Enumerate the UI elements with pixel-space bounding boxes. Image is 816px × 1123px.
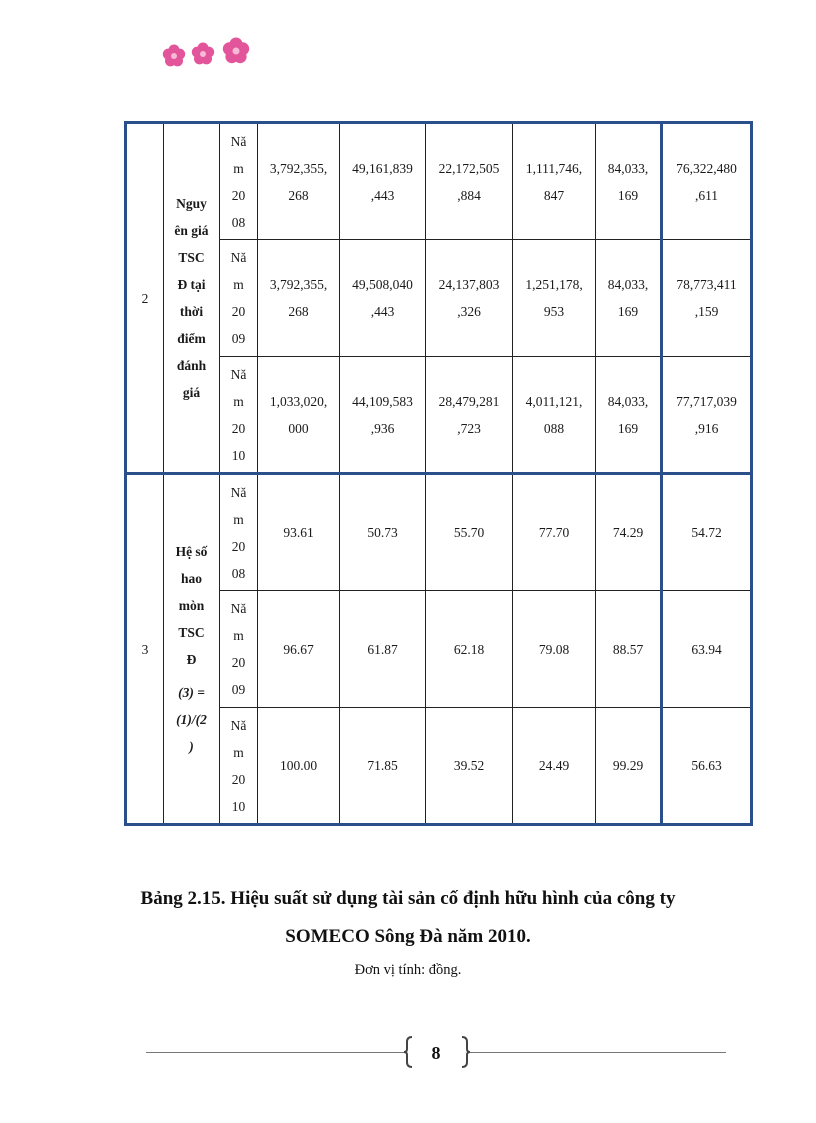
year-line: m <box>233 393 244 409</box>
year-line: 09 <box>231 331 246 346</box>
indicator-name-cell <box>164 474 220 825</box>
value-line: 49,508,040 <box>352 277 413 292</box>
value-cell <box>340 240 426 357</box>
year-line: m <box>233 744 244 760</box>
value-line: 78,773,411 <box>676 277 737 292</box>
year-line: 20 <box>231 304 246 319</box>
value-line: ,443 <box>370 304 395 319</box>
value-line: ,326 <box>457 304 481 319</box>
total-value-cell <box>662 708 752 825</box>
value-cell <box>513 123 596 240</box>
value-line: 50.73 <box>367 525 398 540</box>
unit-note: Đơn vị tính: đồng. <box>354 962 462 978</box>
value-cell <box>596 708 662 825</box>
value-line: 88.57 <box>612 641 644 657</box>
caption-line-2: SOMECO Sông Đà năm 2010. <box>285 926 531 947</box>
value-line: 169 <box>617 420 639 436</box>
indicator-name-line: ên giá <box>174 223 209 238</box>
indicator-name-line: Nguy <box>176 196 207 211</box>
indicator-name-line: TSC <box>178 625 205 640</box>
table-row <box>126 123 752 240</box>
value-line: 268 <box>288 304 309 319</box>
total-value-cell <box>662 474 752 591</box>
value-cell <box>513 240 596 357</box>
year-line: 20 <box>231 655 246 670</box>
year-line: Nă <box>230 717 247 733</box>
value-cell <box>258 474 340 591</box>
year-line: 08 <box>231 214 246 230</box>
value-cell <box>258 708 340 825</box>
page-number: 8 <box>431 1043 441 1063</box>
year-line: Nă <box>230 366 247 382</box>
value-line: 74.29 <box>612 525 644 540</box>
value-cell <box>596 357 662 474</box>
value-line: ,611 <box>694 187 719 203</box>
value-line: 96.67 <box>283 641 314 657</box>
value-line: 28,479,281 <box>438 393 500 409</box>
value-line: 1,111,746, <box>525 160 583 176</box>
indicator-name-line: điểm <box>177 331 206 346</box>
year-cell <box>220 708 258 825</box>
value-cell <box>426 240 513 357</box>
indicator-formula <box>164 679 219 760</box>
value-line: 77.70 <box>538 525 570 540</box>
total-value-cell <box>662 240 752 357</box>
value-cell <box>340 708 426 825</box>
year-line: m <box>233 277 244 292</box>
value-line: 76,322,480 <box>676 160 737 176</box>
value-line: 3,792,355, <box>269 160 328 176</box>
indicator-name-line: Hệ số <box>175 544 208 559</box>
value-line: ,723 <box>457 420 481 436</box>
value-line: 953 <box>543 304 565 319</box>
value-cell <box>513 708 596 825</box>
value-line: 49,161,839 <box>352 160 413 176</box>
total-value-cell <box>662 357 752 474</box>
value-line: ,916 <box>694 420 719 436</box>
formula-line: (1)/(2 <box>176 712 207 727</box>
year-cell <box>220 240 258 357</box>
value-line: 169 <box>617 304 639 319</box>
total-value-cell <box>662 591 752 708</box>
value-cell <box>596 474 662 591</box>
value-line: 000 <box>288 420 309 436</box>
year-cell <box>220 591 258 708</box>
value-line: 1,033,020, <box>269 393 328 409</box>
value-line: 84,033, <box>607 277 649 292</box>
row-index-cell: 3 <box>126 474 164 825</box>
value-line: 22,172,505 <box>438 160 500 176</box>
year-line: 08 <box>231 565 246 581</box>
value-cell <box>596 240 662 357</box>
value-cell <box>426 708 513 825</box>
value-cell <box>596 123 662 240</box>
footer-rule-right <box>468 1052 726 1053</box>
value-cell <box>426 474 513 591</box>
value-cell <box>426 357 513 474</box>
indicator-name-line: Đ <box>186 652 197 667</box>
value-line: 268 <box>288 187 309 203</box>
year-line: m <box>233 628 244 643</box>
value-line: 39.52 <box>453 758 485 773</box>
formula-line: (3) = <box>178 685 205 700</box>
indicator-name-line: giá <box>182 385 201 400</box>
value-line: 24.49 <box>538 758 570 773</box>
year-cell <box>220 474 258 591</box>
value-line: 24,137,803 <box>438 277 500 292</box>
year-line: Nă <box>230 133 247 149</box>
value-line: 55.70 <box>453 525 485 540</box>
year-line: m <box>233 160 244 176</box>
value-line: 99.29 <box>612 758 644 773</box>
value-line: 4,011,121, <box>525 393 583 409</box>
year-line: m <box>233 511 244 527</box>
value-line: ,159 <box>694 304 719 319</box>
pink-flowers-icon <box>158 30 262 70</box>
value-line: ,936 <box>370 420 395 436</box>
value-line: ,884 <box>457 187 481 203</box>
value-cell <box>258 357 340 474</box>
value-cell <box>258 240 340 357</box>
year-line: 20 <box>231 420 246 436</box>
value-line: 93.61 <box>283 525 314 540</box>
value-line: 169 <box>617 187 639 203</box>
value-line: 84,033, <box>607 160 649 176</box>
year-line: 20 <box>231 538 246 554</box>
year-line: 10 <box>231 798 246 814</box>
year-line: Nă <box>230 484 247 500</box>
footer-rule-left <box>146 1052 404 1053</box>
table-row <box>126 591 752 708</box>
year-line: 20 <box>231 187 246 203</box>
value-line: ,443 <box>370 187 395 203</box>
value-line: 1,251,178, <box>525 277 583 292</box>
value-cell <box>340 591 426 708</box>
value-line: 63.94 <box>691 641 722 657</box>
value-line: 088 <box>543 420 565 436</box>
value-cell <box>596 591 662 708</box>
value-cell <box>426 591 513 708</box>
year-line: 09 <box>231 682 246 697</box>
indicator-name-line: Đ tại <box>177 277 206 292</box>
value-cell <box>258 123 340 240</box>
year-line: 10 <box>231 447 246 463</box>
value-cell <box>340 123 426 240</box>
value-line: 77,717,039 <box>676 393 737 409</box>
value-line: 61.87 <box>367 641 398 657</box>
indicator-name-line: TSC <box>178 250 205 265</box>
value-line: 71.85 <box>367 758 398 773</box>
year-line: 20 <box>231 771 246 787</box>
value-line: 79.08 <box>538 641 570 657</box>
value-line: 44,109,583 <box>352 393 413 409</box>
right-brace-icon <box>460 1036 470 1068</box>
value-line: 3,792,355, <box>269 277 328 292</box>
row-index-cell: 2 <box>126 123 164 474</box>
indicator-name-line: đánh <box>176 358 207 373</box>
value-line: 56.63 <box>691 758 722 773</box>
value-cell <box>426 123 513 240</box>
year-cell <box>220 357 258 474</box>
table-row <box>126 357 752 474</box>
value-line: 62.18 <box>453 641 485 657</box>
formula-line: ) <box>189 739 194 754</box>
value-cell <box>340 474 426 591</box>
indicator-name-cell <box>164 123 220 474</box>
fixed-assets-table <box>124 121 753 826</box>
value-line: 84,033, <box>607 393 649 409</box>
indicator-name-line: mòn <box>178 598 205 613</box>
total-value-cell <box>662 123 752 240</box>
year-line: Nă <box>230 601 247 616</box>
table-row <box>126 240 752 357</box>
indicator-name-line: hao <box>180 571 202 586</box>
caption-line-1: Bảng 2.15. Hiệu suất sử dụng tài sản cố định hữu hình của công ty <box>140 888 676 909</box>
value-line: 847 <box>543 187 565 203</box>
value-cell <box>258 591 340 708</box>
year-cell <box>220 123 258 240</box>
value-cell <box>513 474 596 591</box>
table-row <box>126 474 752 591</box>
value-line: 54.72 <box>691 525 722 540</box>
year-line: Nă <box>230 250 247 265</box>
value-line: 100.00 <box>279 758 318 773</box>
table-caption <box>0 880 816 956</box>
value-cell <box>513 357 596 474</box>
table-row <box>126 708 752 825</box>
value-cell <box>513 591 596 708</box>
value-cell <box>340 357 426 474</box>
indicator-name-line: thời <box>179 304 204 319</box>
